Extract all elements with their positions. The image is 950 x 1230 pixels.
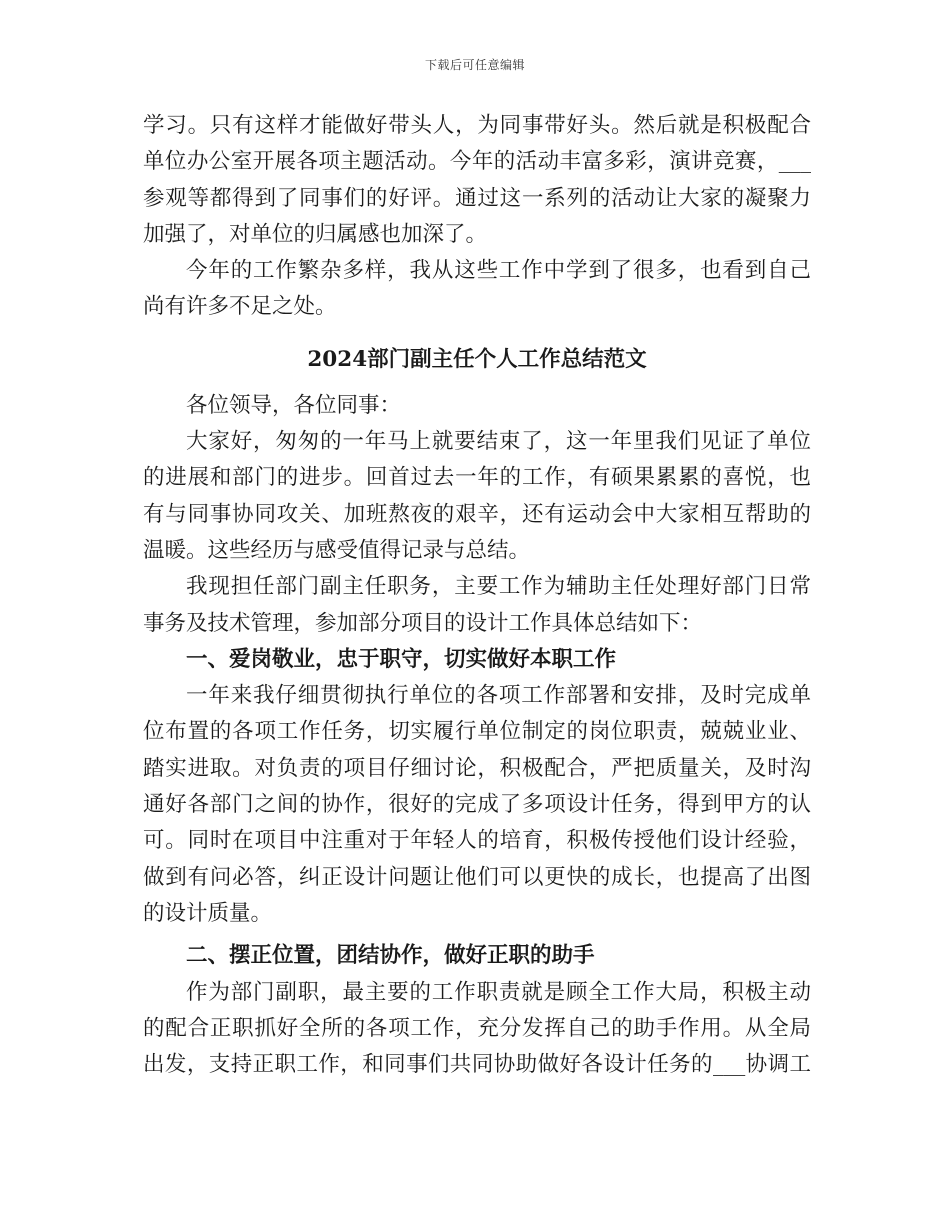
section-heading: 一、爱岗敬业，忠于职守，切实做好本职工作 <box>186 646 617 672</box>
paragraph-line: 尚有许多不足之处。 <box>143 294 337 320</box>
paragraph-line: 参观等都得到了同事们的好评。通过这一系列的活动让大家的凝聚力 <box>143 185 811 211</box>
paragraph-line: 作为部门副职，最主要的工作职责就是顾全工作大局，积极主动 <box>186 979 811 1005</box>
paragraph-line: 一年来我仔细贯彻执行单位的各项工作部署和安排，及时完成单 <box>186 683 811 709</box>
salutation: 各位领导，各位同事： <box>186 392 402 418</box>
paragraph-line: 踏实进取。对负责的项目仔细讨论，积极配合，严把质量关，及时沟 <box>143 755 811 781</box>
paragraph-line: 位布置的各项工作任务，切实履行单位制定的岗位职责，兢兢业业、 <box>143 719 811 745</box>
paragraph-line: 的设计质量。 <box>143 900 273 926</box>
paragraph-line: 大家好，匆匆的一年马上就要结束了，这一年里我们见证了单位 <box>186 429 811 455</box>
paragraph-line: 可。同时在项目中注重对于年轻人的培育，积极传授他们设计经验， <box>143 828 811 854</box>
document-body <box>143 108 811 1083</box>
paragraph-line: 的进展和部门的进步。回首过去一年的工作，有硕果累累的喜悦，也 <box>143 465 811 491</box>
paragraph-line: 温暖。这些经历与感受值得记录与总结。 <box>143 537 531 563</box>
paragraph-line: 出发，支持正职工作，和同事们共同协助做好各设计任务的___协调工 <box>143 1052 811 1078</box>
page-header: 下载后可任意编辑 <box>424 58 525 72</box>
paragraph-line: 通好各部门之间的协作，很好的完成了多项设计任务，得到甲方的认 <box>143 792 811 818</box>
paragraph-line: 事务及技术管理，参加部分项目的设计工作具体总结如下： <box>143 610 703 636</box>
paragraph-line: 做到有问必答，纠正设计问题让他们可以更快的成长，也提高了出图 <box>143 864 811 890</box>
paragraph-line: 单位办公室开展各项主题活动。今年的活动丰富多彩，演讲竞赛，___ <box>143 149 811 175</box>
section-heading: 二、摆正位置，团结协作，做好正职的助手 <box>186 943 595 969</box>
paragraph-line: 加强了，对单位的归属感也加深了。 <box>143 221 488 247</box>
paragraph-line: 有与同事协同攻关、加班熬夜的艰辛，还有运动会中大家相互帮助的 <box>143 501 811 527</box>
paragraph-line: 今年的工作繁杂多样，我从这些工作中学到了很多，也看到自己 <box>186 258 811 284</box>
paragraph-line: 我现担任部门副主任职务，主要工作为辅助主任处理好部门日常 <box>186 574 811 600</box>
paragraph-line: 的配合正职抓好全所的各项工作，充分发挥自己的助手作用。从全局 <box>143 1015 811 1041</box>
paragraph-line: 学习。只有这样才能做好带头人，为同事带好头。然后就是积极配合 <box>143 113 811 138</box>
document-title: 2024部门副主任个人工作总结范文 <box>307 346 647 372</box>
